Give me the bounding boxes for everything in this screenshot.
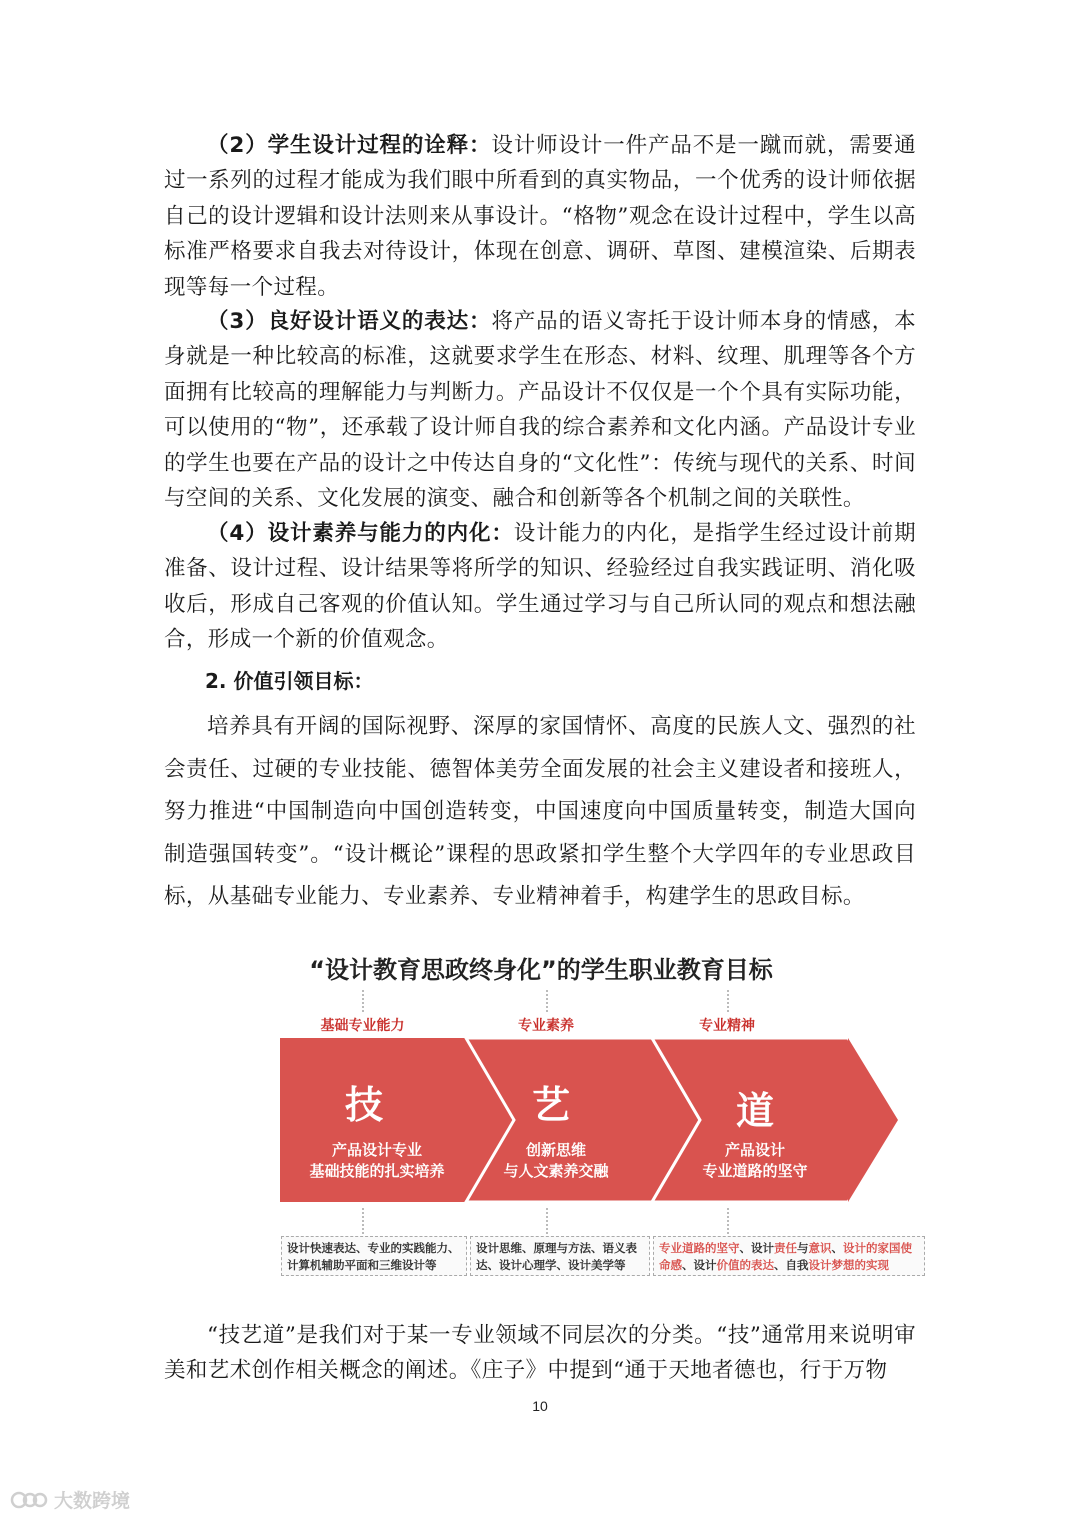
highlight-text: 意识 [808,1241,832,1255]
detail-line: 达、设计心理学、设计美学等 [476,1258,626,1272]
detail-line [659,1257,919,1274]
connector-line [362,990,364,1012]
stage-description-line: 基础技能的扎实培养 [309,1162,445,1180]
detail-box [470,1236,650,1276]
section-heading: 2. 价值引领目标： [205,669,374,693]
detail-line: 设计思维、原理与方法、语义表 [476,1241,637,1255]
stage-description-line: 产品设计 [724,1141,785,1159]
big-character: 道 [735,1089,774,1133]
paragraph-value-goal: 培养具有开阔的国际视野、深厚的家国情怀、高度的民族人文、强烈的社会责任、过硬的专业技能、德智体美劳全面发展的社会主义建设者和接班人，努力推进“中国制造向中国创造转变，中国速度向中国质量转变，制造大国向制造强国转变”。“设计概论”课程的思政紧扣学生整个大学四年的专业思政目标，从基础专业能力、专业素养、专业精神着手，构建学生的思政目标。 [164,714,916,909]
stage-description [680,1140,830,1182]
watermark [10,1486,130,1513]
detail-text: 与 [797,1241,809,1255]
detail-text: 、设计 [739,1241,774,1255]
highlight-text: 责任 [774,1241,797,1255]
detail-line: 计算机辅助平面和三维设计等 [287,1258,437,1272]
paragraph-ji-yi-dao: “技艺道”是我们对于某一专业领域不同层次的分类。“技”通常用来说明审美和艺术创作相关概念的阐述。《庄子》中提到“通于天地者德也，行于万物 [164,1323,916,1384]
connector-line [362,1208,364,1234]
paragraph-body: 设计师设计一件产品不是一蹴而就，需要通过一系列的过程才能成为我们眼中所看到的真实物品，一个优秀的设计师依据自己的设计逻辑和设计法则来从事设计。“格物”观念在设计过程中，学生以高标准严格要求自我去对待设计，体现在创意、调研、草图、建模渲染、后期表现等每一个过程。 [164,133,916,300]
connector-line [727,1208,729,1234]
stage-description-line: 专业道路的坚守 [702,1162,808,1180]
paragraph-design-process [164,128,916,305]
connector-line [727,990,729,1012]
connector-line [546,1208,548,1234]
stage-description-line: 与人文素养交融 [503,1162,609,1180]
detail-box [281,1236,467,1276]
big-character: 艺 [531,1083,570,1127]
category-label: 专业精神 [699,1018,755,1034]
paragraph-internalization [164,516,916,658]
highlight-text: 设计梦想的实现 [808,1258,889,1272]
figure-title: “设计教育思政终身化”的学生职业教育目标 [309,956,773,984]
highlight-text: 价值的表达 [716,1258,774,1272]
watermark-text: 大数跨境 [54,1490,131,1512]
paragraph-body: 将产品的语义寄托于设计师本身的情感，本身就是一种比较高的标准，这就要求学生在形态、材料、纹理、肌理等各个方面拥有比较高的理解能力与判断力。产品设计不仅仅是一个个具有实际功能，可以使用的“物”，还承载了设计师自我的综合素养和文化内涵。产品设计专业的学生也要在产品的设计之中传达自身的“文化性”：传统与现代的关系、时间与空间的关系、文化发展的演变、融合和创新等各个机制之间的关联性。 [164,309,916,512]
highlight-text: 设计的家国使 [843,1241,912,1255]
page-number: 10 [532,1398,548,1414]
detail-line: 设计快速表达、专业的实践能力、 [287,1241,460,1255]
stage-description [481,1140,631,1182]
highlight-text: 专业道路的坚守 [659,1241,740,1255]
category-label: 基础专业能力 [320,1018,405,1034]
stage-description-line: 创新思维 [525,1141,586,1159]
chevron-tip [848,1038,898,1202]
stage-description [292,1140,462,1182]
detail-text: 、自我 [774,1258,809,1272]
highlight-text: 命感 [659,1258,682,1272]
detail-box [653,1236,925,1276]
paragraph-lead: （4）设计素养与能力的内化： [207,521,514,546]
watermark-logo-icon [10,1489,48,1511]
detail-text: 、 [831,1241,843,1255]
connector-line [546,990,548,1012]
big-character: 技 [344,1083,383,1127]
stage-description-line: 产品设计专业 [331,1141,422,1159]
paragraph-body: 设计能力的内化，是指学生经过设计前期准备、设计过程、设计结果等将所学的知识、经验经过自我实践证明、消化吸收后，形成自己客观的价值认知。学生通过学习与自己所认同的观点和想法融合，形成一个新的价值观念。 [164,521,917,653]
paragraph-lead: （2）学生设计过程的诠释： [207,133,492,158]
paragraph-semantic-expression [164,304,916,516]
detail-text: 、设计 [682,1258,717,1272]
paragraph-lead: （3）良好设计语义的表达： [207,309,492,334]
category-label: 专业素养 [518,1018,574,1034]
detail-line [659,1240,919,1257]
